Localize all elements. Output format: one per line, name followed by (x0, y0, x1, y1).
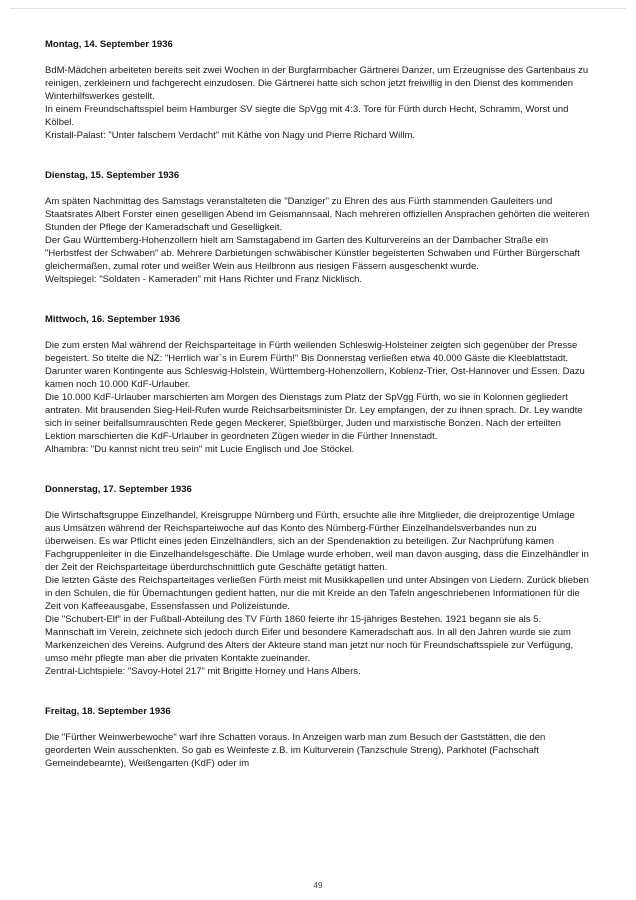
date-heading: Mittwoch, 16. September 1936 (45, 314, 181, 325)
paragraph: Die "Schubert-Elf" in der Fußball-Abteilung des TV Fürth 1860 feierte ihr 15-jähriges Bestehen. 1921 begann sie als 5. Mannschaft im Verein, zeichnete sich jedoch durch Eifer und besondere Kameradschaft aus. In all den Jahren wurde sie zum Markenzeichen des Vereins. Aufgrund des Alters der Akteure stand man jetzt nur noch für Freundschaftsspiele zur Verfügung, umso mehr pflegte man aber die privaten Kontakte zueinander. (45, 614, 574, 664)
chronicle-section (45, 169, 590, 286)
paragraph: Am späten Nachmittag des Samstags veranstalteten die "Danziger" zu Ehren des aus Fürth stammenden Gauleiters und Staatsrates Albert Forster einen geselligen Abend im Geismannsaal. Nach mehreren offiziellen Ansprachen gehörten die weiteren Stunden der Pflege der Kameradschaft und Geselligkeit. (45, 196, 590, 233)
paragraph: Die letzten Gäste des Reichsparteitages verließen Fürth meist mit Musikkapellen und unter Absingen von Liedern. Zurück blieben in den Schulen, die für Übernachtungen gedient hatten, nur die mit Kreide an den Tafeln angeschriebenen Informationen für die Zeit von Kaffeeausgabe, Essensfassen und Polizeistunde. (45, 575, 589, 612)
paragraph: BdM-Mädchen arbeiteten bereits seit zwei Wochen in der Burgfarrnbacher Gärtnerei Danzer, um Erzeugnisse des Gartenbaus zu reinigen, zerkleinern und fachgerecht einzudosen. Die Gärtnerei hatte sich schon jetzt freiwillig in den Dienst des kommenden Winterhilfswerkes gestellt. (45, 65, 589, 102)
date-heading: Freitag, 18. September 1936 (45, 706, 171, 717)
chronicle-section (45, 313, 590, 456)
date-heading: Dienstag, 15. September 1936 (45, 170, 180, 181)
chronicle-section (45, 705, 590, 770)
paragraph: Die Wirtschaftsgruppe Einzelhandel, Kreisgruppe Nürnberg und Fürth, ersuchte alle ihre Mitglieder, die dreiprozentige Umlage aus Umsätzen während der Reichsparteiwoche auf das Konto des Nürnberg-Fürther Einzelhandelsverbandes nun zu überweisen. Es war Pflicht eines jeden Einzelhändlers, sich an der Spendenaktion zu beteiligen. Zur Nachprüfung kamen Fachgruppenleiter in die Einzelhandelsgeschäfte. Die Umlage wurde erhoben, weil man davon ausging, dass die Einzelhändler in der Zeit der Reichsparteitage überdurchschnittlich gute Geschäfte getätigt hatten. (45, 510, 589, 573)
chronicle-section (45, 38, 590, 142)
chronicle-section (45, 483, 590, 678)
paragraph: Weltspiegel: "Soldaten - Kameraden" mit Hans Richter und Franz Nicklisch. (45, 274, 363, 285)
paragraph: In einem Freundschaftsspiel beim Hamburger SV siegte die SpVgg mit 4:3. Tore für Fürth durch Hecht, Schramm, Worst und Kölbel. (45, 104, 569, 128)
page-edge-line (10, 8, 626, 9)
paragraph: Der Gau Württemberg-Hohenzollern hielt am Samstagabend im Garten des Kulturvereins an der Dambacher Straße ein "Herbstfest der Schwaben" ab. Mehrere Darbietungen schwäbischer Künstler begeisterten Schwaben und Fürther Bürgerschaft gleichermaßen, zumal roter und weißer Wein aus Heilbronn aus riesigen Fässern ausgeschenkt wurde. (45, 235, 580, 272)
date-heading: Montag, 14. September 1936 (45, 39, 173, 50)
paragraph: Kristall-Palast: "Unter falschem Verdacht" mit Käthe von Nagy und Pierre Richard Willm. (45, 130, 415, 141)
paragraph: Die 10.000 KdF-Urlauber marschierten am Morgen des Dienstags zum Platz der SpVgg Fürth, wo sie in Kolonnen gegliedert antraten. Mit brausenden Sieg-Heil-Rufen wurde Reichsarbeitsminister Dr. Ley empfangen, der zu ihnen sprach. Dr. Ley wandte sich in seiner beifallsumrauschten Rede gegen Meckerer, Spießbürger, Juden und marxistische Bonzen. Nach der erteilten Lektion marschierten die KdF-Urlauber in geordneten Zügen wieder in die Fürther Innenstadt. (45, 392, 583, 442)
page-number: 49 (313, 881, 323, 890)
paragraph: Alhambra: "Du kannst nicht treu sein" mit Lucie Englisch und Joe Stöckel. (45, 444, 355, 455)
chronicle-content (45, 38, 590, 770)
paragraph: Die zum ersten Mal während der Reichsparteitage in Fürth weilenden Schleswig-Holsteiner zeigten sich gegenüber der Presse begeistert. So titelte die NZ: "Herrlich war`s in Eurem Fürth!" Bis Donnerstag verließen etwa 40.000 Gäste die Kleeblattstadt. Darunter waren Kontingente aus Schleswig-Holstein, Württemberg-Hohenzollern, Koblenz-Trier, Ost-Hannover und Essen. Dazu kamen noch 10.000 KdF-Urlauber. (45, 340, 585, 390)
date-heading: Donnerstag, 17. September 1936 (45, 484, 192, 495)
paragraph: Die "Fürther Weinwerbewoche" warf ihre Schatten voraus. In Anzeigen warb man zum Besuch der Gaststätten, die den georderten Wein ausschenkten. So gab es Weinfeste z.B. im Kulturverein (Tanzschule Streng), Parkhotel (Fachschaft Gemeindebeamte), Weißengarten (KdF) oder im (45, 732, 546, 769)
paragraph: Zentral-Lichtspiele: "Savoy-Hotel 217" mit Brigitte Horney und Hans Albers. (45, 666, 361, 677)
